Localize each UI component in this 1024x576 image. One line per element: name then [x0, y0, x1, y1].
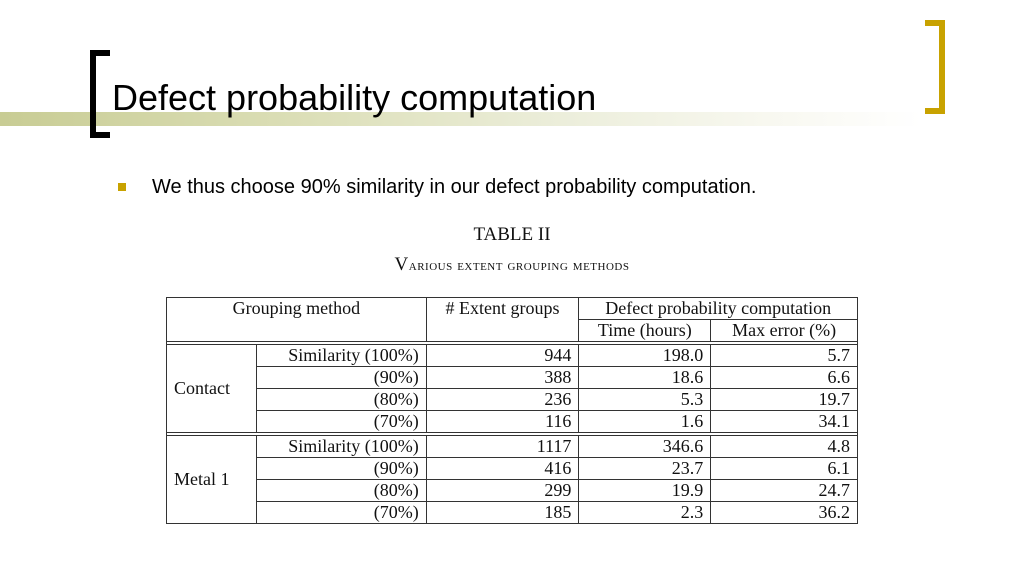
- error-cell: 36.2: [711, 502, 858, 524]
- method-cell: Similarity (100%): [256, 345, 426, 367]
- table-row: [167, 389, 858, 411]
- group-label-metal-1: Metal 1: [167, 436, 257, 524]
- error-cell: 5.7: [711, 345, 858, 367]
- table-caption-title-rest: arious extent grouping methods: [408, 257, 630, 274]
- method-cell: (90%): [256, 458, 426, 480]
- table-row: [167, 480, 858, 502]
- error-cell: 4.8: [711, 436, 858, 458]
- header-max-error: Max error (%): [711, 320, 858, 342]
- table-row: [167, 345, 858, 367]
- method-cell: (80%): [256, 389, 426, 411]
- table-caption-number: TABLE II: [473, 224, 551, 245]
- table-row: [167, 458, 858, 480]
- time-cell: 18.6: [579, 367, 711, 389]
- table-row: [167, 502, 858, 524]
- grouping-methods-table: [166, 297, 858, 524]
- time-cell: 1.6: [579, 411, 711, 433]
- group-label-contact: Contact: [167, 345, 257, 433]
- method-cell: (80%): [256, 480, 426, 502]
- table-row: [167, 367, 858, 389]
- bullet-text: We thus choose 90% similarity in our defect probability computation.: [152, 176, 757, 198]
- extent-cell: 1117: [426, 436, 579, 458]
- time-cell: 346.6: [579, 436, 711, 458]
- slide-title: Defect probability computation: [112, 77, 597, 118]
- left-bracket-decoration: [90, 50, 110, 138]
- time-cell: 198.0: [579, 345, 711, 367]
- header-time-hours: Time (hours): [579, 320, 711, 342]
- error-cell: 19.7: [711, 389, 858, 411]
- extent-cell: 944: [426, 345, 579, 367]
- error-cell: 34.1: [711, 411, 858, 433]
- table-caption-title: [0, 254, 1024, 276]
- table-row: [167, 436, 858, 458]
- method-cell: (90%): [256, 367, 426, 389]
- extent-cell: 236: [426, 389, 579, 411]
- error-cell: 6.1: [711, 458, 858, 480]
- error-cell: 24.7: [711, 480, 858, 502]
- method-cell: Similarity (100%): [256, 436, 426, 458]
- header-defect-probability: Defect probability computation: [579, 298, 858, 320]
- right-bracket-decoration: [925, 20, 945, 114]
- method-cell: (70%): [256, 502, 426, 524]
- extent-cell: 416: [426, 458, 579, 480]
- header-grouping-method: Grouping method: [167, 298, 427, 342]
- bullet-square-icon: [118, 183, 126, 191]
- extent-cell: 388: [426, 367, 579, 389]
- time-cell: 2.3: [579, 502, 711, 524]
- table-row: [167, 411, 858, 433]
- method-cell: (70%): [256, 411, 426, 433]
- table-caption-title-initial: V: [394, 254, 409, 275]
- table-header-row: [167, 298, 858, 320]
- error-cell: 6.6: [711, 367, 858, 389]
- time-cell: 19.9: [579, 480, 711, 502]
- time-cell: 23.7: [579, 458, 711, 480]
- time-cell: 5.3: [579, 389, 711, 411]
- header-extent-groups: # Extent groups: [426, 298, 579, 342]
- extent-cell: 299: [426, 480, 579, 502]
- extent-cell: 185: [426, 502, 579, 524]
- extent-cell: 116: [426, 411, 579, 433]
